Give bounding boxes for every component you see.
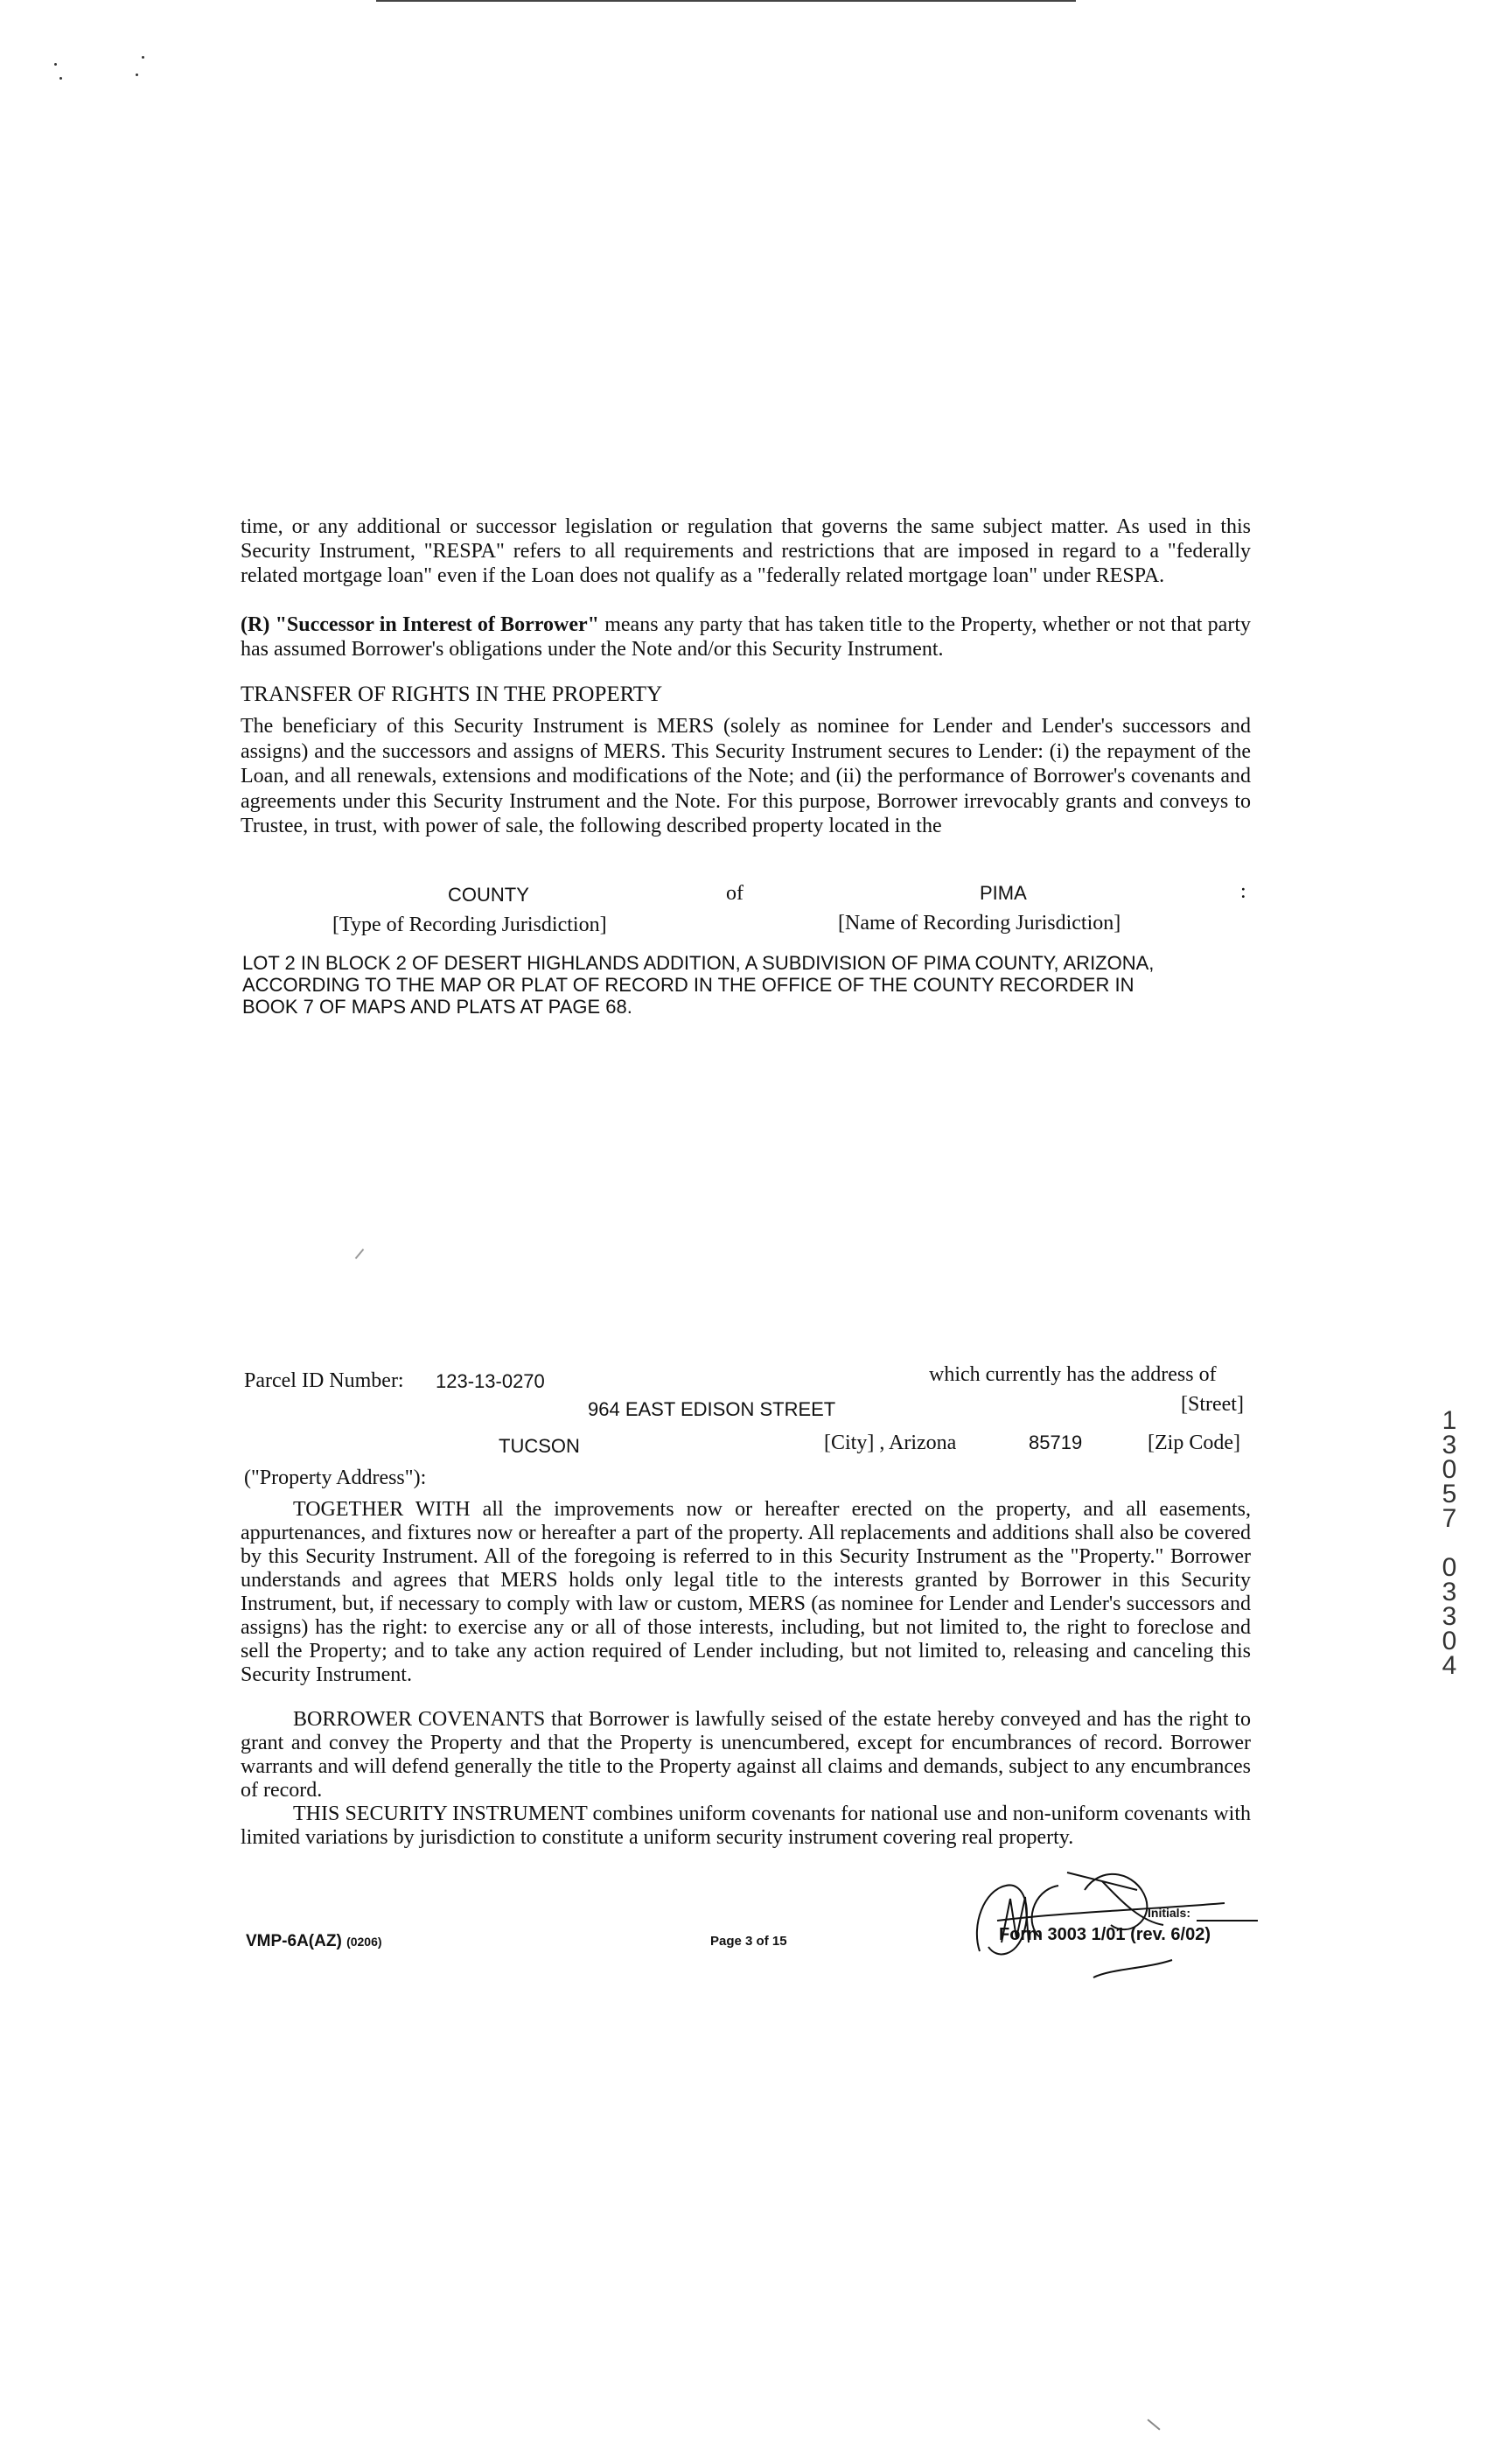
colon: : <box>1240 880 1246 903</box>
parcel-id-value: 123-13-0270 <box>436 1370 545 1392</box>
initials-label: Initials: <box>1148 1906 1191 1920</box>
property-address-label: ("Property Address"): <box>244 1466 427 1489</box>
zip-label: [Zip Code] <box>1148 1432 1240 1454</box>
city-value: TUCSON <box>499 1435 580 1457</box>
transfer-heading: TRANSFER OF RIGHTS IN THE PROPERTY <box>241 682 663 706</box>
jurisdiction-name-value: PIMA <box>980 882 1027 904</box>
city-label: [City] , Arizona <box>824 1432 957 1454</box>
stamp-digit: 7 <box>1442 1504 1457 1533</box>
security-instrument-paragraph: THIS SECURITY INSTRUMENT combines uniform covenants for national use and non-uniform covenants with limited variations by jurisdiction to constitute a uniform security instrument covering real property. <box>241 1802 1251 1849</box>
zip-value: 85719 <box>1029 1432 1083 1453</box>
of-word: of <box>726 882 744 905</box>
successor-term: (R) "Successor in Interest of Borrower" <box>241 613 599 636</box>
jurisdiction-type-value: COUNTY <box>448 884 529 906</box>
stamp-digit: 0 <box>1442 1455 1457 1484</box>
scan-mark <box>1147 2418 1160 2430</box>
successor-definition <box>241 612 1251 662</box>
successor-text: means any party that has taken title to the Property, whether or not that party has assumed Borrower's obligations under the Note and/or this Security Instrument. <box>241 613 1251 661</box>
form-code-suffix: (0206) <box>346 1935 382 1949</box>
scan-speck <box>136 74 138 76</box>
street-value: 964 EAST EDISON STREET <box>588 1398 836 1420</box>
address-intro: which currently has the address of <box>929 1363 1217 1386</box>
name-jurisdiction-label: [Name of Recording Jurisdiction] <box>838 912 1121 934</box>
stamp-digit: 3 <box>1442 1431 1457 1460</box>
recording-stamp-number <box>1435 1406 1464 1680</box>
scan-speck <box>142 56 144 59</box>
scan-speck <box>59 77 62 80</box>
stamp-digit: 3 <box>1442 1602 1457 1631</box>
page-number: Page 3 of 15 <box>710 1934 787 1949</box>
form-code <box>246 1932 382 1951</box>
stamp-digit: 0 <box>1442 1553 1457 1582</box>
together-with-paragraph: TOGETHER WITH all the improvements now or hereafter erected on the property, and all easements, appurtenances, and fixtures now or hereafter a part of the property. All replacements and additions shall also be covered by this Security Instrument. All of the foregoing is referred to in this Security Instrument as the "Property." Borrower understands and agrees that MERS holds only legal title to the interests granted by Borrower in this Security Instrument, but, if necessary to comply with law or custom, MERS (as nominee for Lender and Lender's successors and assigns) has the right: to exercise any or all of those interests, including, but not limited to, the right to foreclose and sell the Property; and to take any action required of Lender including, but not limited to, releasing and canceling this Security Instrument. <box>241 1498 1251 1686</box>
street-label: [Street] <box>1181 1393 1244 1416</box>
top-scan-edge <box>376 0 1076 2</box>
legal-description: LOT 2 IN BLOCK 2 OF DESERT HIGHLANDS ADDITION, A SUBDIVISION OF PIMA COUNTY, ARIZONA, ACCORDING TO THE MAP OR PLAT OF RECORD IN THE OFFICE OF THE COUNTY RECORDER IN BOOK 7 OF MAPS AND PLATS AT PAGE 68. <box>242 952 1155 1018</box>
parcel-id-label: Parcel ID Number: <box>244 1369 404 1392</box>
borrower-covenants-paragraph: BORROWER COVENANTS that Borrower is lawfully seised of the estate hereby conveyed and has the right to grant and convey the Property and that the Property is unencumbered, except for encumbrances of record. Borrower warrants and will defend generally the title to the Property against all claims and demands, subject to any encumbrances of record. <box>241 1708 1251 1802</box>
stamp-digit: 5 <box>1442 1480 1457 1508</box>
form-code-main: VMP-6A(AZ) <box>246 1932 342 1950</box>
stamp-digit: 3 <box>1442 1578 1457 1606</box>
scan-speck <box>54 63 57 66</box>
stamp-digit: 1 <box>1442 1406 1457 1435</box>
stamp-digit: 4 <box>1442 1651 1457 1680</box>
respa-paragraph: time, or any additional or successor legislation or regulation that governs the same subject matter. As used in this Security Instrument, "RESPA" refers to all requirements and restrictions that are imposed in regard to a "federally related mortgage loan" even if the Loan does not qualify as a "federally related mortgage loan" under RESPA. <box>241 515 1251 587</box>
type-jurisdiction-label: [Type of Recording Jurisdiction] <box>332 914 607 936</box>
initials-signature <box>962 1838 1277 1986</box>
transfer-paragraph: The beneficiary of this Security Instrument is MERS (solely as nominee for Lender and Lender's successors and assigns) and the successors and assigns of MERS. This Security Instrument secures to Lender: (i) the repayment of the Loan, and all renewals, extensions and modifications of the Note; and (ii) the performance of Borrower's covenants and agreements under this Security Instrument and the Note. For this purpose, Borrower irrevocably grants and conveys to Trustee, in trust, with power of sale, the following described property located in the <box>241 715 1251 837</box>
scan-mark <box>355 1249 365 1259</box>
stamp-digit <box>1435 1531 1464 1556</box>
form-number: Form 3003 1/01 (rev. 6/02) <box>999 1925 1211 1944</box>
stamp-digit: 0 <box>1442 1627 1457 1656</box>
